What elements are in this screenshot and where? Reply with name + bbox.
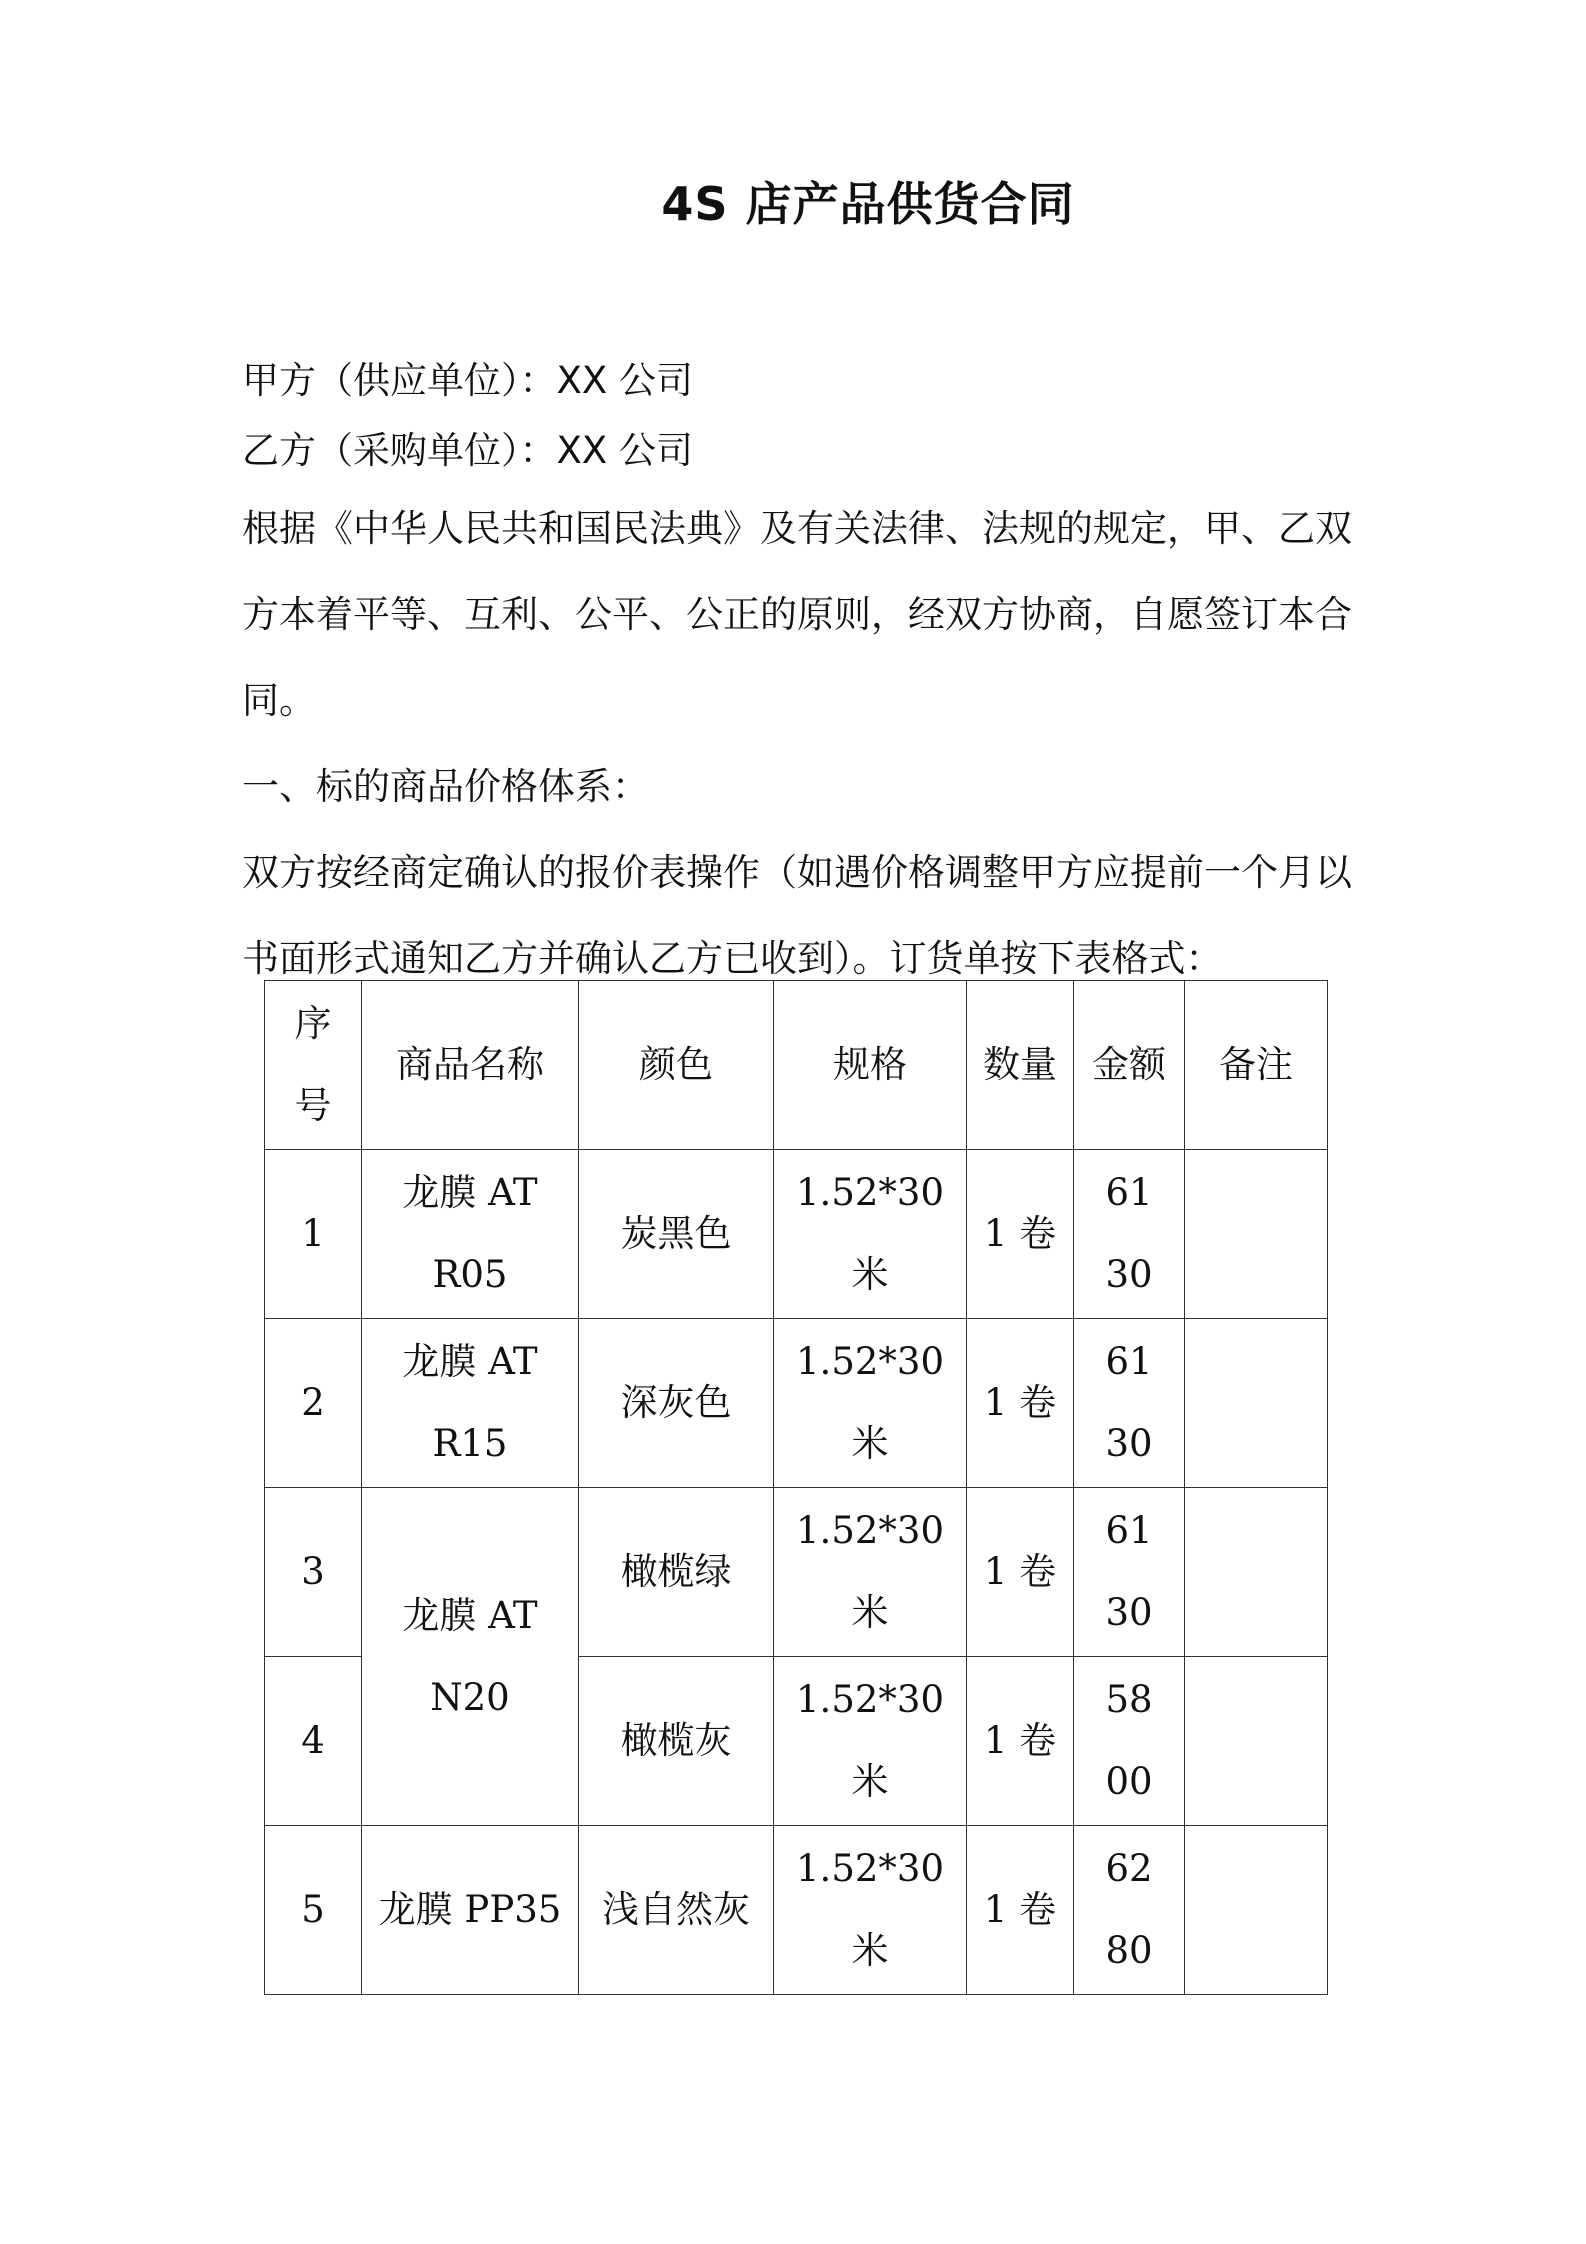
table-row (265, 1150, 1328, 1319)
preamble-line-2: 方本着平等、互利、公平、公正的原则，经双方协商，自愿签订本合 (242, 593, 1352, 636)
party-a-line: 甲方（供应单位）：XX 公司 (242, 359, 693, 402)
header-amount: 金额 (1074, 981, 1185, 1150)
cell-spec: 1.52*30米 (774, 1319, 967, 1488)
cell-qty: 1 卷 (967, 1657, 1074, 1826)
cell-name: 龙膜 ATR05 (362, 1150, 579, 1319)
cell-index: 4 (265, 1657, 362, 1826)
header-name: 商品名称 (362, 981, 579, 1150)
cell-index: 1 (265, 1150, 362, 1319)
section1-line-1: 双方按经商定确认的报价表操作（如遇价格调整甲方应提前一个月以 (242, 851, 1352, 894)
cell-note (1185, 1319, 1328, 1488)
page-title-text: 4S 店产品供货合同 (661, 177, 1075, 231)
cell-color: 浅自然灰 (579, 1826, 774, 1995)
cell-qty: 1 卷 (967, 1826, 1074, 1995)
party-b-line: 乙方（采购单位）：XX 公司 (242, 429, 693, 472)
header-spec: 规格 (774, 981, 967, 1150)
cell-name: 龙膜 ATR15 (362, 1319, 579, 1488)
preamble-line-3: 同。 (242, 679, 316, 722)
cell-index: 5 (265, 1826, 362, 1995)
cell-amount: 6280 (1074, 1826, 1185, 1995)
cell-name: 龙膜 PP35 (362, 1826, 579, 1995)
cell-color: 炭黑色 (579, 1150, 774, 1319)
cell-index: 2 (265, 1319, 362, 1488)
header-note: 备注 (1185, 981, 1328, 1150)
section1-line-2: 书面形式通知乙方并确认乙方已收到）。订货单按下表格式： (242, 937, 1223, 980)
cell-amount: 6130 (1074, 1150, 1185, 1319)
cell-amount: 6130 (1074, 1488, 1185, 1657)
cell-note (1185, 1488, 1328, 1657)
page-title (0, 168, 1586, 234)
cell-color: 深灰色 (579, 1319, 774, 1488)
cell-index: 3 (265, 1488, 362, 1657)
contract-body (242, 346, 1354, 1002)
cell-name-merged: 龙膜 ATN20 (362, 1488, 579, 1826)
cell-spec: 1.52*30米 (774, 1826, 967, 1995)
cell-note (1185, 1826, 1328, 1995)
cell-spec: 1.52*30米 (774, 1657, 967, 1826)
cell-color: 橄榄绿 (579, 1488, 774, 1657)
header-qty: 数量 (967, 981, 1074, 1150)
cell-spec: 1.52*30米 (774, 1150, 967, 1319)
cell-amount: 5800 (1074, 1657, 1185, 1826)
cell-qty: 1 卷 (967, 1488, 1074, 1657)
table-row (265, 1826, 1328, 1995)
table-header-row (265, 981, 1328, 1150)
cell-qty: 1 卷 (967, 1319, 1074, 1488)
table-row (265, 1319, 1328, 1488)
table-row (265, 1488, 1328, 1657)
header-index: 序号 (265, 981, 362, 1150)
header-color: 颜色 (579, 981, 774, 1150)
cell-qty: 1 卷 (967, 1150, 1074, 1319)
cell-amount: 6130 (1074, 1319, 1185, 1488)
order-table-container (264, 980, 1328, 1995)
cell-note (1185, 1657, 1328, 1826)
cell-spec: 1.52*30米 (774, 1488, 967, 1657)
cell-note (1185, 1150, 1328, 1319)
preamble-line-1: 根据《中华人民共和国民法典》及有关法律、法规的规定，甲、乙双 (242, 507, 1352, 550)
section1-heading: 一、标的商品价格体系： (242, 765, 649, 808)
order-table (264, 980, 1328, 1995)
cell-color: 橄榄灰 (579, 1657, 774, 1826)
